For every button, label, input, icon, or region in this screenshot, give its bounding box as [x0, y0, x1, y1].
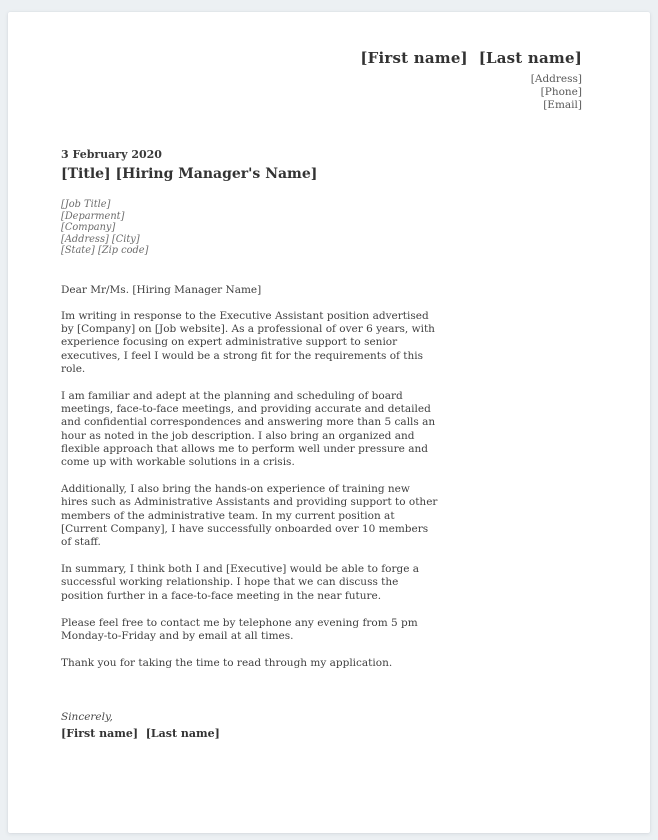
- sender-email: [Email]: [543, 99, 582, 111]
- body-paragraph-5: Please feel free to contact me by telephone any evening from 5 pm Monday-to-Friday and by email at all times.: [61, 616, 418, 643]
- letter-page: [8, 12, 650, 833]
- recipient-job-title: [Job Title]: [61, 199, 111, 210]
- body-paragraph-4: In summary, I think both I and [Executive] would be able to forge a successful working relationship. I hope that we can discuss the position further in a face-to-face meeting in the near future.: [61, 563, 420, 602]
- body-paragraph-3: Additionally, I also bring the hands-on experience of training new hires such as Administrative Assistants and providing support to other members of the administrative team. In my current position at [Current Company], I have successfully onboarded over 10 members of staff.: [61, 483, 438, 549]
- closing: Sincerely,: [61, 711, 113, 724]
- sender-name: [First name] [Last name]: [360, 49, 582, 67]
- salutation: Dear Mr/Ms. [Hiring Manager Name]: [61, 283, 262, 296]
- recipient-title: [Title] [Hiring Manager's Name]: [61, 166, 318, 182]
- recipient-details: [61, 199, 439, 257]
- signature-name: [First name] [Last name]: [61, 727, 220, 741]
- sender-address: [Address]: [530, 73, 582, 85]
- body-paragraph-6: Thank you for taking the time to read through my application.: [61, 657, 393, 670]
- recipient-state-zip: [State] [Zip code]: [61, 245, 149, 257]
- sender-phone: [Phone]: [540, 86, 582, 98]
- sender-header: [8, 12, 650, 112]
- letter-date: 3 February 2020: [61, 148, 162, 161]
- recipient-company: [Company]: [61, 222, 116, 234]
- body-paragraph-2: I am familiar and adept at the planning and scheduling of board meetings, face-to-face meetings, and providing accurate and detailed and confidential correspondences and answering more than 5 calls an hour as noted in the job description. I also bring an organized and flexible approach that allows me to perform well under pressure and come up with workable solutions in a crisis.: [61, 389, 436, 468]
- letter-content: [61, 148, 439, 740]
- recipient-department: [Deparment]: [61, 210, 125, 222]
- body-paragraph-1: Im writing in response to the Executive Assistant position advertised by [Company] on [Job website]. As a professional of over 6 years, with experience focusing on expert administrative support to senior executives, I feel I would be a strong fit for the requirements of this role.: [61, 309, 435, 375]
- recipient-address-city: [Address] [City]: [61, 233, 140, 245]
